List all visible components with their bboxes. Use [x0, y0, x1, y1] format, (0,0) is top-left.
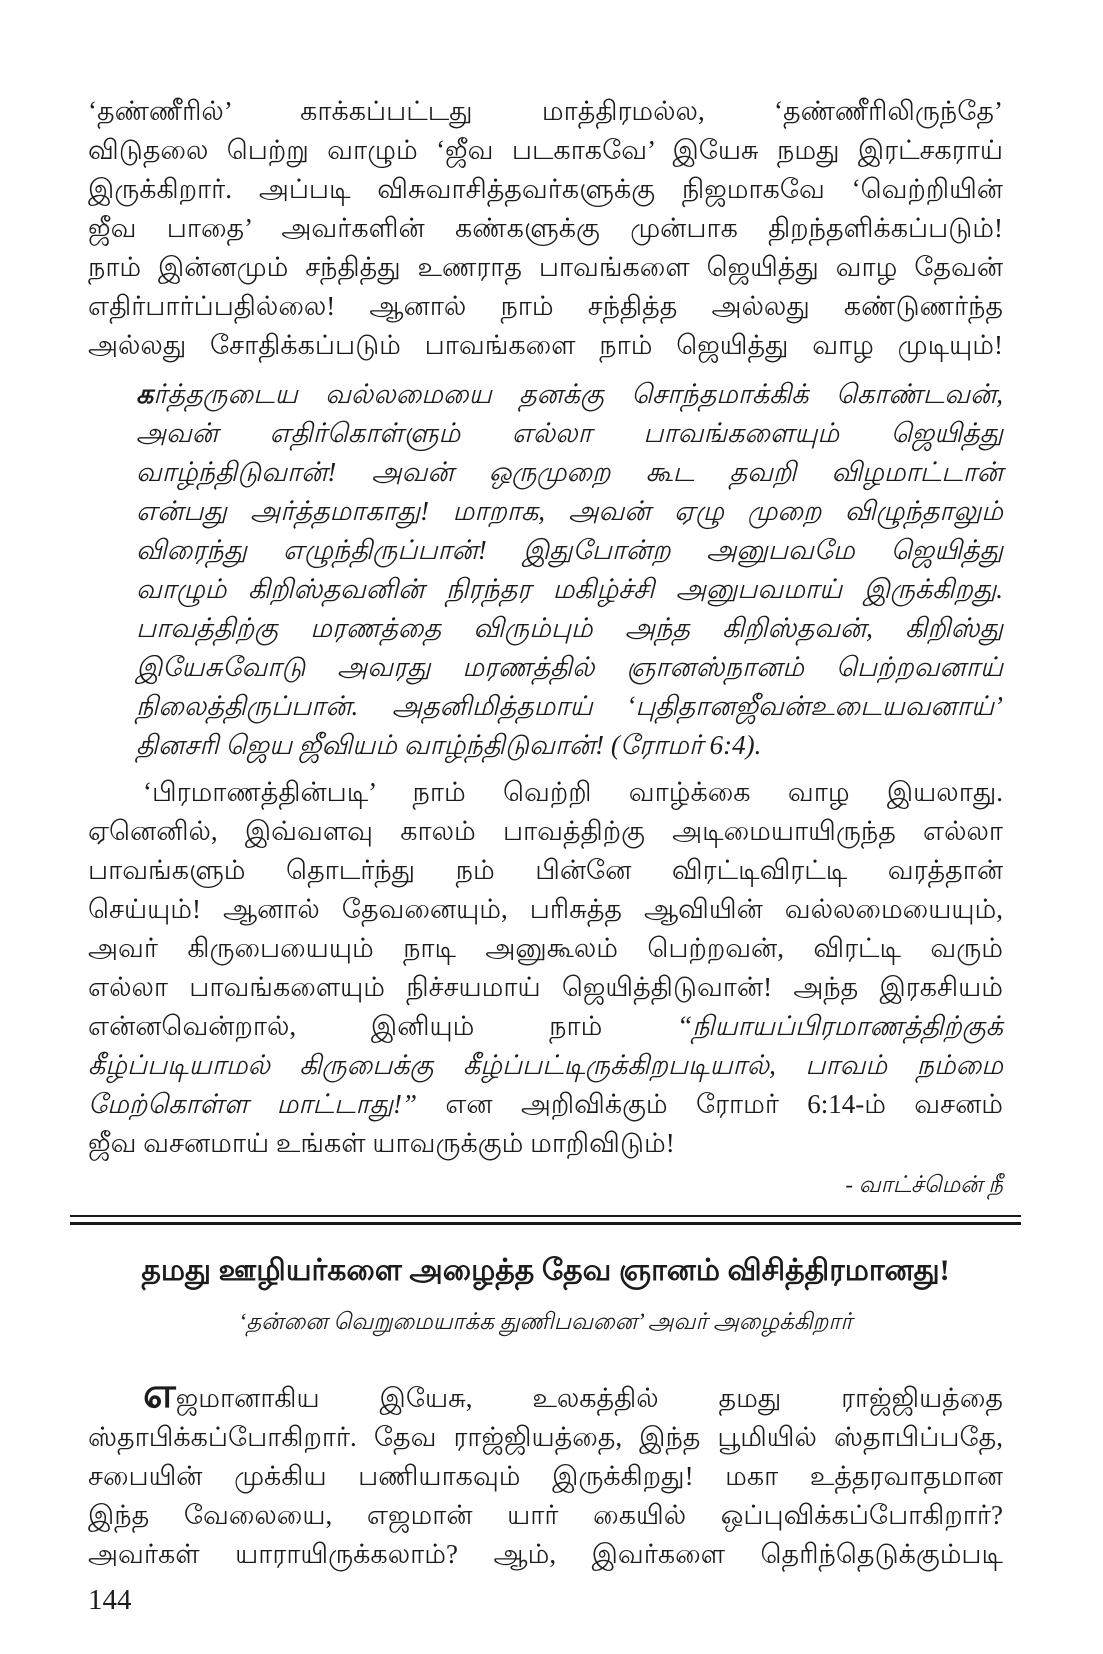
text-line: ஜீவ வசனமாய் உங்கள் யாவருக்கும் மாறிவிடும்!	[88, 1128, 675, 1158]
text-segment: ர்த்தருடைய வல்லமையை தனக்கு சொந்தமாக்கிக் கொண்டவன்,	[153, 379, 1003, 409]
text-line: இயேசுவோடு அவரது மரணத்தில் ஞானஸ்நானம் பெற்றவனாய்	[136, 652, 1003, 682]
text-line: ‘பிரமாணத்தின்படி’ நாம் வெற்றி வாழ்க்கை வாழ இயலாது.	[143, 777, 1003, 807]
text-line: அவர் கிருபையையும் நாடி அனுகூலம் பெற்றவன், விரட்டி வரும்	[88, 933, 1003, 963]
text-line: அவன் எதிர்கொள்ளும் எல்லா பாவங்களையும் ஜெயித்து	[136, 418, 1003, 448]
paragraph-3	[88, 1373, 1003, 1574]
paragraph-1	[88, 92, 1003, 365]
drop-cap: எ	[143, 1371, 176, 1417]
text-line: அல்லது சோதிக்கப்படும் பாவங்களை நாம் ஜெயித்து வாழ முடியும்!	[88, 330, 1003, 360]
text-line: பாவங்களும் தொடர்ந்து நம் பின்னே விரட்டிவிரட்டி வரத்தான்	[88, 855, 1003, 885]
text-line: என்பது அர்த்தமாகாது! மாறாக, அவன் ஏழு முறை விழுந்தாலும்	[136, 496, 1003, 526]
text-line: நிலைத்திருப்பான். அதனிமித்தமாய் ‘புதிதானஜீவன்உடையவனாய்’	[136, 691, 1003, 721]
text-line: வாழும் கிறிஸ்தவனின் நிரந்தர மகிழ்ச்சி அனுபவமாய் இருக்கிறது.	[136, 574, 1003, 604]
text-segment: “நியாயப்பிரமாணத்திற்குக்	[677, 1011, 1003, 1041]
text-line: செய்யும்! ஆனால் தேவனையும், பரிசுத்த ஆவியின் வல்லமையையும்,	[88, 894, 1003, 924]
text-segment: மேற்கொள்ள மாட்டாது!”	[88, 1089, 418, 1119]
text-line	[136, 375, 1003, 414]
paragraph-2	[88, 773, 1003, 1163]
section-divider	[70, 1215, 1021, 1225]
page-number: 144	[88, 1584, 132, 1616]
text-line: ஏனெனில், இவ்வளவு காலம் பாவத்திற்கு அடிமையாயிருந்த எல்லா	[88, 816, 1003, 846]
text-segment: ஜமானாகிய இயேசு, உலகத்தில் தமது ராஜ்ஜியத்தை	[175, 1383, 1003, 1413]
text-line: நாம் இன்னமும் சந்தித்து உணராத பாவங்களை ஜெயித்து வாழ தேவன்	[88, 252, 1003, 282]
text-line: சபையின் முக்கிய பணியாகவும் இருக்கிறது! மகா உத்தரவாதமான	[88, 1461, 1003, 1491]
text-line	[88, 1046, 1003, 1085]
section-subtitle: ‘தன்னை வெறுமையாக்க துணிபவனை’ அவர் அழைக்கிறார்	[238, 1309, 853, 1334]
text-line: எதிர்பார்ப்பதில்லை! ஆனால் நாம் சந்தித்த அல்லது கண்டுணர்ந்த	[88, 291, 1003, 321]
text-line: இருக்கிறார். அப்படி விசுவாசித்தவர்களுக்கு நிஜமாகவே ‘வெற்றியின்	[88, 174, 1003, 204]
quote-block	[136, 375, 1003, 765]
text-line: ஸ்தாபிக்கப்போகிறார். தேவ ராஜ்ஜியத்தை, இந்த பூமியில் ஸ்தாபிப்பதே,	[88, 1422, 1003, 1452]
text-line	[88, 1373, 1003, 1418]
text-line: தினசரி ஜெய ஜீவியம் வாழ்ந்திடுவான்! (ரோமர் 6:4).	[136, 730, 762, 760]
text-line: அவர்கள் யாராயிருக்கலாம்? ஆம், இவர்களை தெரிந்தெடுக்கும்படி	[88, 1539, 1003, 1569]
text-line	[88, 1007, 1003, 1046]
text-segment: என்னவென்றால், இனியும் நாம்	[88, 1011, 678, 1041]
text-line: வாழ்ந்திடுவான்! அவன் ஒருமுறை கூட தவறி விழமாட்டான்	[136, 457, 1003, 487]
text-line: எல்லா பாவங்களையும் நிச்சயமாய் ஜெயித்திடுவான்! அந்த இரகசியம்	[88, 972, 1003, 1002]
quote-attribution: - வாட்ச்மென் நீ	[845, 1172, 1003, 1197]
text-line: ‘தண்ணீரில்’ காக்கப்பட்டது மாத்திரமல்ல, ‘தண்ணீரிலிருந்தே’	[88, 96, 1003, 126]
text-line: விரைந்து எழுந்திருப்பான்! இதுபோன்ற அனுபவமே ஜெயித்து	[136, 535, 1003, 565]
text-line: விடுதலை பெற்று வாழும் ‘ஜீவ படகாகவே’ இயேசு நமது இரட்சகராய்	[88, 135, 1003, 165]
text-segment: கீழ்ப்படியாமல் கிருபைக்கு கீழ்ப்பட்டிருக்கிறபடியால், பாவம் நம்மை	[88, 1050, 1003, 1080]
text-segment: க	[136, 379, 154, 409]
section-heading: தமது ஊழியர்களை அழைத்த தேவ ஞானம் விசித்திரமானது!	[141, 1254, 950, 1287]
text-line	[88, 1085, 1003, 1124]
text-line: ஜீவ பாதை’ அவர்களின் கண்களுக்கு முன்பாக திறந்தளிக்கப்படும்!	[88, 213, 1003, 243]
text-line: பாவத்திற்கு மரணத்தை விரும்பும் அந்த கிறிஸ்தவன், கிறிஸ்து	[136, 613, 1003, 643]
text-line: இந்த வேலையை, எஜமான் யார் கையில் ஒப்புவிக்கப்போகிறார்?	[88, 1500, 1003, 1530]
text-segment: என அறிவிக்கும் ரோமர் 6:14-ம் வசனம்	[417, 1089, 1004, 1119]
